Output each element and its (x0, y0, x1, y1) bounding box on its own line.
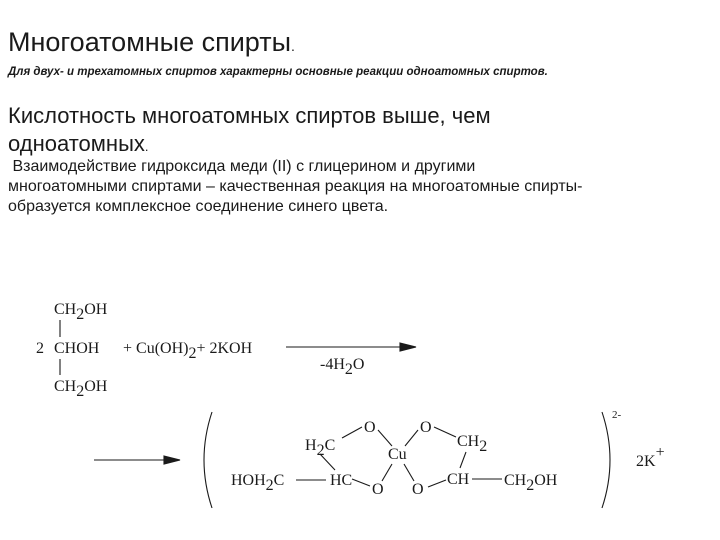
glycerol-bottom: CH2OH (54, 378, 108, 400)
description-line3: образуется комплексное соединение синего цвета. (8, 198, 389, 215)
complex-copper: Cu (388, 446, 407, 463)
byproduct-water: -4H2O (320, 356, 365, 378)
glycerol-mid: CHOH (54, 340, 100, 357)
acidity-heading-dot: . (144, 139, 149, 154)
complex-oxygen-top-right: O (420, 419, 432, 436)
complex-hc: HC (330, 472, 353, 489)
acidity-heading-line1: Кислотность многоатомных спиртов выше, чем (8, 103, 491, 128)
complex-charge: 2- (612, 409, 622, 421)
complex-oxygen-top-left: O (364, 419, 376, 436)
complex-oxygen-bottom-right: O (412, 481, 424, 498)
counterion: 2K+ (636, 444, 665, 470)
slide-title-dot: . (291, 38, 295, 54)
reaction-arrow-head (400, 343, 416, 351)
complex-h2c: H2C (305, 437, 336, 459)
complex-ch: CH (447, 471, 470, 488)
reagent-copper-hydroxide: + Cu(OH)2+ 2KOH (123, 340, 253, 362)
slide-title-text: Многоатомные спирты (8, 27, 291, 57)
left-bracket (204, 412, 212, 508)
complex-hoh2c: HOH2C (231, 472, 285, 494)
product-arrow-head (164, 456, 180, 464)
right-bracket (602, 412, 610, 508)
description-line1: Взаимодействие гидроксида меди (II) с глицерином и другими (8, 158, 476, 175)
slide-subtitle: Для двух- и трехатомных спиртов характерны основные реакции одноатомных спиртов. (8, 66, 548, 78)
acidity-heading-line2: одноатомных (8, 131, 145, 156)
glycerol-top: CH2OH (54, 301, 108, 323)
coefficient: 2 (36, 340, 44, 357)
complex-oxygen-bottom-left: O (372, 481, 384, 498)
description-line2: многоатомными спиртами – качественная реакция на многоатомные спирты- (8, 178, 583, 195)
complex-ch2oh: CH2OH (504, 472, 558, 494)
complex-ch2-right: CH2 (457, 433, 488, 455)
